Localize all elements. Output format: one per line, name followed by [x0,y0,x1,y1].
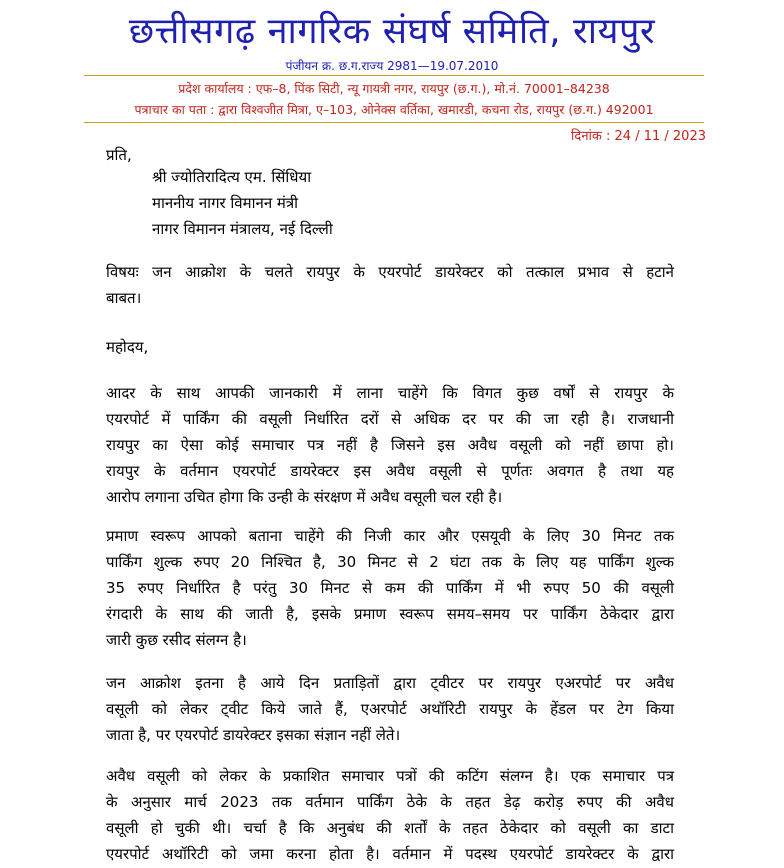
paragraph-line: एयरपोर्ट अथॉरिटी को जमा करना होता है। वर्तमान में पदस्थ एयरपोर्ट डायरेक्टर के द्वारा [106,845,674,863]
paragraph-line: जन आक्रोश इतना है आये दिन प्रताड़ितों द्वारा ट्वीटर पर रायपुर एअरपोर्ट पर अवैध [106,674,674,692]
paragraph-line: अवैध वसूली को लेकर के प्रकाशित समाचार पत्रों की कटिंग संलग्न है। एक समाचार पत्र [106,767,674,785]
recipient-block [152,164,333,242]
salutation: महोदय, [106,338,149,356]
paragraph-line: आरोप लगाना उचित होगा कि उन्ही के संरक्षण में अवैध वसूली चल रही है। [106,488,503,506]
paragraph-line: जारी कुछ रसीद संलग्न है। [106,631,247,649]
paragraph-line: प्रमाण स्वरूप आपको बताना चाहेंगे की निजी कार और एसयूवी के लिए 30 मिनट तक [106,527,674,545]
subject-line [106,259,674,311]
subject-text: विषयः जन आक्रोश के चलते रायपुर के एयरपोर्ट डायरेक्टर को तत्काल प्रभाव से हटाने [106,263,674,281]
letter-date: दिनांक : 24 / 11 / 2023 [571,129,706,144]
paragraph-line: पार्किंग शुल्क रुपए 20 निश्चित है, 30 मिनट से 2 घंटा तक के लिए यह पार्किंग शुल्क [106,553,674,571]
paragraph-line: रायपुर का ऐसा कोई समाचार पत्र नहीं है जिसने इस अवैध वसूली को नहीं छापा हो। [106,436,674,454]
letterhead-divider-bottom [84,122,704,123]
paragraph-line: रायपुर के वर्तमान एयरपोर्ट डायरेक्टर इस अवैध वसूली से पूर्णतः अवगत है तथा यह [106,462,674,480]
paragraph-line: एयरपोर्ट में पार्किंग की वसूली निर्धारित दरों से अधिक दर पर की जा रही है। राजधानी [106,410,674,428]
body-paragraph-2 [106,523,674,653]
body-paragraph-3 [106,670,674,748]
paragraph-line: वसूली को लेकर ट्वीट किये जाते हैं, एअरपोर्ट अथॉरिटी रायपुर के हेंडल पर टेग किया [106,700,674,718]
correspondence-address: पत्राचार का पता : द्वारा विश्वजीत मित्रा, ए–103, ओनेक्स वर्तिका, खमारडी, कचना रोड, रायपुर (छ.ग.) 492001 [134,102,654,117]
body-paragraph-4 [106,763,674,867]
paragraph-line: रंगदारी के साथ की जाती है, इसके प्रमाण स्वरूप समय–समय पर पार्किंग ठेकेदार द्वारा [106,605,674,623]
body-paragraph-1 [106,380,674,510]
paragraph-line: वसूली हो चुकी थी। चर्चा है कि अनुबंध की शर्तों के तहत ठेकेदार को वसूली का डाटा [106,819,674,837]
paragraph-line: के अनुसार मार्च 2023 तक वर्तमान पार्किंग ठेके के तहत डेढ़ करोड़ रुपए की अवैध [106,793,674,811]
letterhead-divider-top [84,75,704,76]
registration-number: पंजीयन क्र. छ.ग.राज्य 2981—19.07.2010 [285,59,499,73]
paragraph-line: जाता है, पर एयरपोर्ट डायरेक्टर इसका संज्ञान नहीं लेते। [106,726,401,744]
paragraph-line: 35 रुपए निर्धारित है परंतु 30 मिनट से कम की पार्किंग में भी रुपए 50 की वसूली [106,579,674,597]
recipient-designation: माननीय नागर विमानन मंत्री [152,194,299,212]
recipient-name: श्री ज्योतिरादित्य एम. सिंधिया [152,168,312,186]
subject-text: बाबत। [106,289,142,307]
office-address: प्रदेश कार्यालय : एफ–8, पिंक सिटी, न्यू गायत्री नगर, रायपुर (छ.ग.), मो.नं. 70001–84238 [178,81,610,96]
paragraph-line: आदर के साथ आपकी जानकारी में लाना चाहेंगे कि विगत कुछ वर्षों से रायपुर के [106,384,674,402]
recipient-prefix: प्रति, [106,146,132,164]
letterhead-title: छत्तीसगढ़ नागरिक संघर्ष समिति, रायपुर [128,11,656,52]
recipient-ministry: नागर विमानन मंत्रालय, नई दिल्ली [152,220,333,238]
